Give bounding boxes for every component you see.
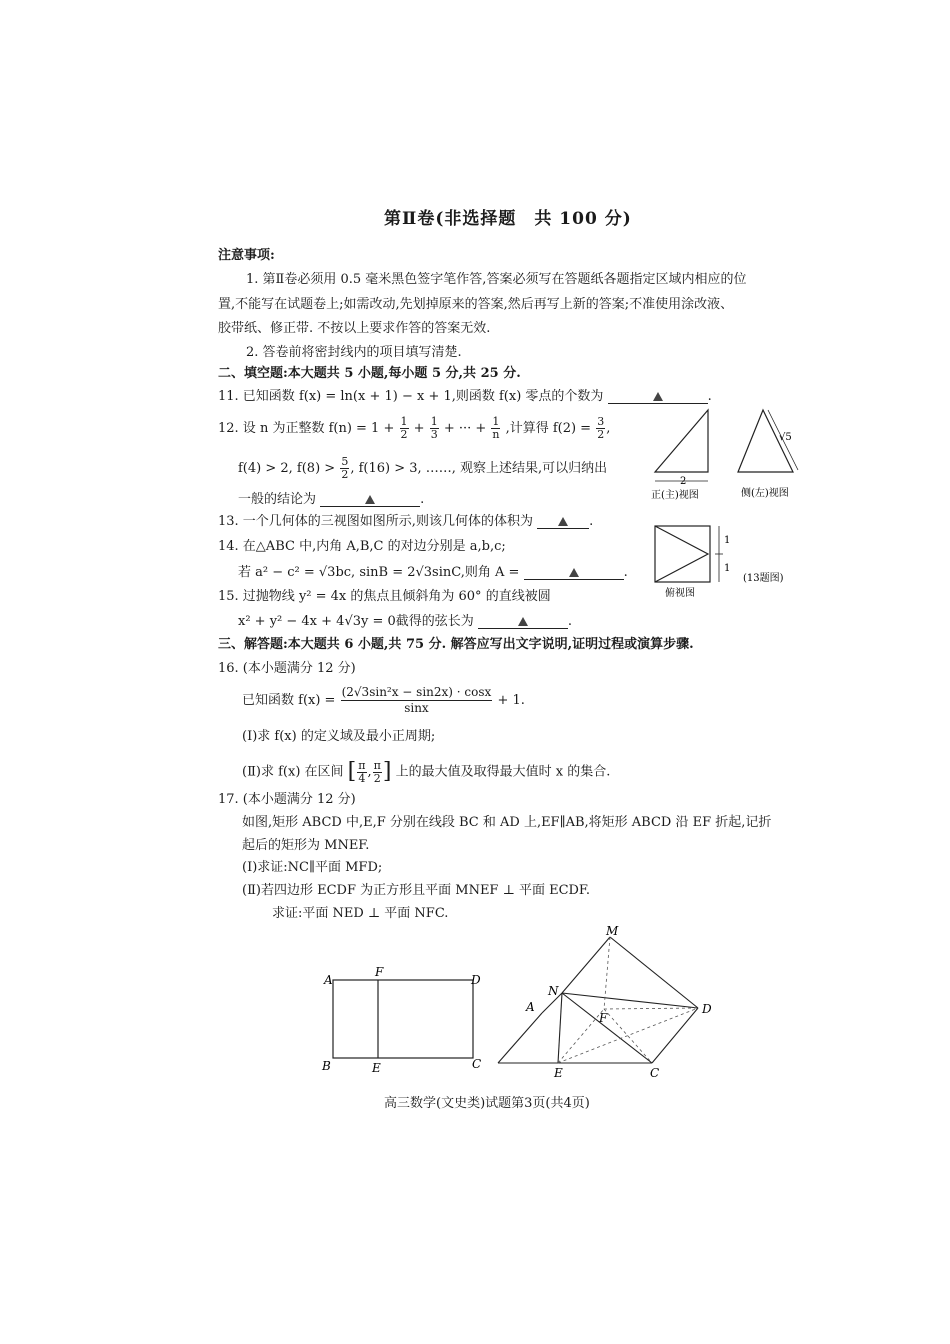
label-A: A <box>324 973 333 987</box>
plus-sign: + <box>413 421 425 436</box>
label-A2: A <box>526 1000 535 1014</box>
question-11-text: 11. 已知函数 f(x) = ln(x + 1) − x + 1,则函数 f(x) 零点的个数为 <box>218 389 604 404</box>
figure-17-rectangle-abcd <box>318 962 493 1077</box>
label-C2: C <box>650 1066 660 1080</box>
label-N: N <box>548 984 559 998</box>
answer-marker-icon <box>558 517 568 526</box>
series-dots: + ··· + <box>443 421 487 436</box>
side-slant-label: √5 <box>779 432 792 443</box>
question-16-part-1: (Ⅰ)求 f(x) 的定义域及最小正周期; <box>242 729 436 744</box>
label-B: B <box>322 1059 331 1073</box>
label-C: C <box>472 1057 482 1071</box>
fraction-3-2: $\frac{3}{2}$ <box>597 415 605 441</box>
question-15-line-1: 15. 过抛物线 y² = 4x 的焦点且倾斜角为 60° 的直线被圆 <box>218 589 551 604</box>
label-E2: E <box>554 1066 563 1080</box>
question-14-line-2: 若 a² − c² = √3bc, sinB = 2√3sinC,则角 A = . <box>238 565 628 580</box>
segment-ef-hidden <box>558 1009 604 1063</box>
segment-ab <box>498 1013 542 1063</box>
page-footer: 高三数学(文史类)试题第3页(共4页) <box>384 1096 590 1111</box>
section-2-heading: 二、填空题:本大题共 5 小题,每小题 5 分,共 25 分. <box>218 366 521 381</box>
segment-fd-hidden <box>604 1008 698 1009</box>
segment-fc-hidden <box>604 1009 652 1063</box>
question-16-part-2: (Ⅱ)求 f(x) 在区间 [ $\frac{\pi}{4}$ , $\frac{\pi}{2}$ ] 上的最大值及取得最大值时 x 的集合. <box>242 758 611 785</box>
figure-13-three-views <box>645 400 845 605</box>
question-12-mid: ,计算得 f(2) = <box>505 421 592 436</box>
question-17-part-2: (Ⅱ)若四边形 ECDF 为正方形且平面 MNEF ⊥ 平面 ECDF. <box>242 883 591 898</box>
question-12-line-2-b: , f(16) > 3, ……, 观察上述结果,可以归纳出 <box>350 461 608 476</box>
question-13-text: 13. 一个几何体的三视图如图所示,则该几何体的体积为 <box>218 514 533 529</box>
interval-lower: $\frac{\pi}{4}$ <box>358 758 366 785</box>
question-17-part-1: (Ⅰ)求证:NC∥平面 MFD; <box>242 860 383 875</box>
answer-blank-14[interactable] <box>524 565 624 580</box>
notice-heading: 注意事项: <box>218 248 275 263</box>
label-D: D <box>471 973 481 987</box>
label-M: M <box>606 925 619 938</box>
question-12-line-2 <box>238 454 607 484</box>
question-16-part-2-a: (Ⅱ)求 f(x) 在区间 <box>242 764 344 780</box>
label-F2: F <box>599 1011 608 1025</box>
front-width-label: 2 <box>680 476 687 487</box>
question-14-line-1: 14. 在△ABC 中,内角 A,B,C 的对边分别是 a,b,c; <box>218 539 506 554</box>
question-15-text: x² + y² − 4x + 4√3y = 0截得的弦长为 <box>238 614 474 629</box>
question-12-line-3: 一般的结论为 . <box>238 492 425 507</box>
top-view-inner-lines <box>655 526 708 582</box>
notice-item-1-line-1: 1. 第Ⅱ卷必须用 0.5 毫米黑色签字笔作答,答案必须写在答题纸各题指定区域内相应的位 <box>246 272 747 287</box>
label-F: F <box>375 965 384 979</box>
fraction-1-3: $\frac{1}{3}$ <box>430 415 438 441</box>
notice-item-2: 2. 答卷前将密封线内的项目填写清楚. <box>246 345 462 360</box>
question-12-conclusion-label: 一般的结论为 <box>238 492 317 507</box>
segment-ed-hidden <box>558 1008 698 1063</box>
figure-13-caption: (13题图) <box>743 573 784 584</box>
side-view-label: 侧(左)视图 <box>741 488 789 499</box>
question-16-lead: 已知函数 f(x) = <box>242 693 336 708</box>
question-13: 13. 一个几何体的三视图如图所示,则该几何体的体积为 . <box>218 514 594 529</box>
answer-blank-12[interactable] <box>320 492 420 507</box>
top-view-label: 俯视图 <box>665 588 695 599</box>
front-view-label: 正(主)视图 <box>651 490 699 501</box>
front-view-triangle <box>655 410 708 472</box>
question-12-lead: 12. 设 n 为正整数 f(n) = 1 + <box>218 421 395 436</box>
question-17-part-2b: 求证:平面 NED ⊥ 平面 NFC. <box>272 906 449 921</box>
question-17-line-1: 如图,矩形 ABCD 中,E,F 分别在线段 BC 和 AD 上,EF∥AB,将矩形 ABCD 沿 EF 折起,记折 <box>242 815 772 830</box>
question-16-tail: + 1. <box>497 693 525 708</box>
answer-blank-15[interactable] <box>478 614 568 629</box>
top-dim-1b: 1 <box>724 563 731 574</box>
question-17-header: 17. (本小题满分 12 分) <box>218 792 356 807</box>
fraction-5-2: $\frac{5}{2}$ <box>341 455 349 481</box>
answer-marker-icon <box>365 495 375 504</box>
question-11: 11. 已知函数 f(x) = ln(x + 1) − x + 1,则函数 f(x) 零点的个数为 . <box>218 389 712 404</box>
notice-item-1-line-3: 胶带纸、修正带. 不按以上要求作答的答案无效. <box>218 321 491 336</box>
question-15-line-2: x² + y² − 4x + 4√3y = 0截得的弦长为 . <box>238 614 573 629</box>
top-view-square <box>655 526 710 582</box>
answer-marker-icon <box>569 568 579 577</box>
rectangle-abcd <box>333 980 473 1058</box>
top-dim-1a: 1 <box>724 535 731 546</box>
segment-nc <box>562 993 652 1063</box>
segment-nd <box>562 993 698 1008</box>
answer-blank-13[interactable] <box>537 514 589 529</box>
segment-nm <box>562 937 610 993</box>
question-16-part-2-b: 上的最大值及取得最大值时 x 的集合. <box>395 764 611 780</box>
question-12-line-2-a: f(4) > 2, f(8) > <box>238 461 336 476</box>
interval-upper: $\frac{\pi}{2}$ <box>373 758 381 785</box>
question-17-line-2: 起后的矩形为 MNEF. <box>242 838 370 853</box>
fraction-1-2: $\frac{1}{2}$ <box>400 415 408 441</box>
page-title: 第Ⅱ卷(非选择题 共 100 分) <box>384 209 632 229</box>
answer-marker-icon <box>518 617 528 626</box>
question-16-header: 16. (本小题满分 12 分) <box>218 661 356 676</box>
question-14-text: 若 a² − c² = √3bc, sinB = 2√3sinC,则角 A = <box>238 565 520 580</box>
question-16-function <box>242 684 525 718</box>
segment-cd <box>652 1008 698 1063</box>
question-12-line-1: 12. 设 n 为正整数 f(n) = 1 + $\frac{1}{2}$ + $\frac{1}{3}$ + ··· + $\frac{1}{n}$ ,计算得 f(2) = $\frac{3}{2}$ , <box>218 415 611 441</box>
notice-item-1-line-2: 置,不能写在试题卷上;如需改动,先划掉原来的答案,然后再写上新的答案;不准使用涂改液、 <box>218 297 734 312</box>
section-3-heading: 三、解答题:本大题共 6 小题,共 75 分. 解答应写出文字说明,证明过程或演算步骤. <box>218 637 694 652</box>
label-D2: D <box>702 1002 712 1016</box>
fraction-1-n: $\frac{1}{n}$ <box>492 415 500 441</box>
question-16-fraction: $\frac{\text{(2√3sin²x − sin2x) · cosx}}{\sin x}$ <box>341 685 492 715</box>
label-E: E <box>372 1061 381 1075</box>
segment-md <box>610 937 698 1008</box>
figure-17-folded-rectangle <box>490 925 720 1085</box>
segment-ne <box>558 993 562 1063</box>
